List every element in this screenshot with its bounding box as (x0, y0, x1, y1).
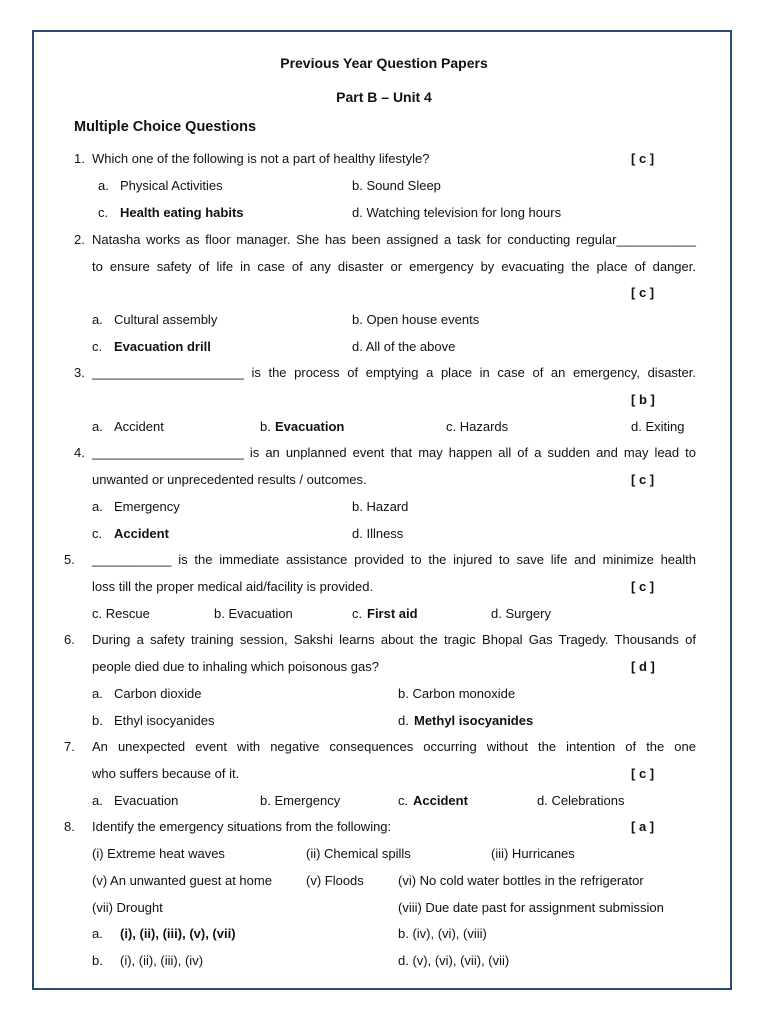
option-label: a. (92, 686, 103, 701)
option-label: a. (92, 499, 103, 514)
question-number: 4. (74, 445, 85, 460)
option-d: d. All of the above (352, 339, 456, 354)
option-a: Physical Activities (120, 178, 223, 193)
option-a: Emergency (114, 499, 180, 514)
option-a: Carbon dioxide (114, 686, 202, 701)
question-number: 6. (64, 632, 75, 647)
option-d: d. Watching television for long hours (352, 205, 562, 220)
option-label: a. (98, 178, 109, 193)
answer-bracket: [ c ] (631, 151, 655, 166)
item-iii: (iii) Hurricanes (491, 846, 575, 861)
option-label: c. (92, 526, 103, 541)
answer-bracket: [ c ] (631, 285, 655, 300)
option-d: d. Celebrations (537, 793, 625, 808)
option-b: b. Emergency (260, 793, 341, 808)
question-paper-page (32, 30, 732, 990)
question-text: people died due to inhaling which poisonous gas? (92, 659, 379, 674)
option-d-correct: Methyl isocyanides (414, 713, 534, 728)
question-text: _____________________ is an unplanned event that may happen all of a sudden and may lead to (92, 445, 696, 460)
option-label: a. (92, 312, 103, 327)
page-subtitle: Part B – Unit 4 (336, 89, 432, 105)
option-b: b. Hazard (352, 499, 409, 514)
option-c-correct: Accident (114, 526, 169, 541)
question-text: _____________________ is the process of emptying a place in case of an emergency, disaster. (92, 365, 696, 380)
item-v-guest: (v) An unwanted guest at home (92, 873, 272, 888)
option-c-correct: Health eating habits (120, 205, 244, 220)
option-b: b. Evacuation (214, 606, 293, 621)
question-text: Natasha works as floor manager. She has been assigned a task for conducting regular___________ (92, 232, 696, 247)
option-a: c. Rescue (92, 606, 150, 621)
option-label: a. (92, 419, 103, 434)
item-v-floods: (v) Floods (306, 873, 364, 888)
option-label: a. (92, 926, 103, 941)
question-text: who suffers because of it. (92, 766, 240, 781)
option-c: c. Hazards (446, 419, 509, 434)
option-a-correct: (i), (ii), (iii), (v), (vii) (120, 926, 236, 941)
question-text: unwanted or unprecedented results / outcomes. (92, 472, 367, 487)
option-c-correct: First aid (367, 606, 418, 621)
option-c-correct: Accident (413, 793, 468, 808)
page-title: Previous Year Question Papers (280, 55, 488, 71)
question-text: During a safety training session, Sakshi learns about the tragic Bhopal Gas Tragedy. Thousands of (92, 632, 696, 647)
option-d: d. Surgery (491, 606, 551, 621)
option-label: c. (398, 793, 409, 808)
answer-bracket: [ c ] (631, 472, 655, 487)
option-label: b. (92, 713, 103, 728)
option-a: Cultural assembly (114, 312, 218, 327)
option-a: Evacuation (114, 793, 179, 808)
option-label: b. (260, 419, 271, 434)
option-c: (i), (ii), (iii), (iv) (120, 953, 204, 968)
question-text: to ensure safety of life in case of any disaster or emergency by evacuating the place of danger. (92, 259, 696, 274)
option-label: a. (92, 793, 103, 808)
option-b: b. Sound Sleep (352, 178, 441, 193)
answer-bracket: [ c ] (631, 579, 655, 594)
option-b: b. Open house events (352, 312, 480, 327)
question-text: Which one of the following is not a part of healthy lifestyle? (92, 151, 430, 166)
answer-bracket: [ a ] (631, 819, 655, 834)
question-text: ___________ is the immediate assistance provided to the injured to save life and minimize health (92, 552, 696, 567)
question-number: 3. (74, 365, 85, 380)
answer-bracket: [ d ] (631, 659, 655, 674)
item-vi: (vi) No cold water bottles in the refrigerator (398, 873, 644, 888)
question-number: 1. (74, 151, 85, 166)
item-viii: (viii) Due date past for assignment submission (398, 900, 664, 915)
answer-bracket: [ c ] (631, 766, 655, 781)
option-b: b. (iv), (vi), (viii) (398, 926, 487, 941)
question-number: 2. (74, 232, 85, 247)
question-number: 8. (64, 819, 75, 834)
option-b-correct: Evacuation (275, 419, 345, 434)
answer-bracket: [ b ] (631, 392, 655, 407)
question-number: 5. (64, 552, 75, 567)
option-b: b. Carbon monoxide (398, 686, 516, 701)
option-c-correct: Evacuation drill (114, 339, 211, 354)
question-text: loss till the proper medical aid/facility is provided. (92, 579, 374, 594)
item-vii: (vii) Drought (92, 900, 163, 915)
option-label: d. (398, 713, 409, 728)
option-a: Accident (114, 419, 164, 434)
item-ii: (ii) Chemical spills (306, 846, 411, 861)
option-label: c. (352, 606, 363, 621)
question-number: 7. (64, 739, 75, 754)
question-text: Identify the emergency situations from the following: (92, 819, 392, 834)
option-d: d. (v), (vi), (vii), (vii) (398, 953, 510, 968)
option-label: b. (92, 953, 103, 968)
option-d: d. Exiting (631, 419, 685, 434)
item-i: (i) Extreme heat waves (92, 846, 225, 861)
option-d: d. Illness (352, 526, 404, 541)
question-text: An unexpected event with negative consequences occurring without the intention of the one (92, 739, 696, 754)
section-heading: Multiple Choice Questions (74, 119, 257, 135)
option-c: Ethyl isocyanides (114, 713, 215, 728)
option-label: c. (98, 205, 109, 220)
option-label: c. (92, 339, 103, 354)
